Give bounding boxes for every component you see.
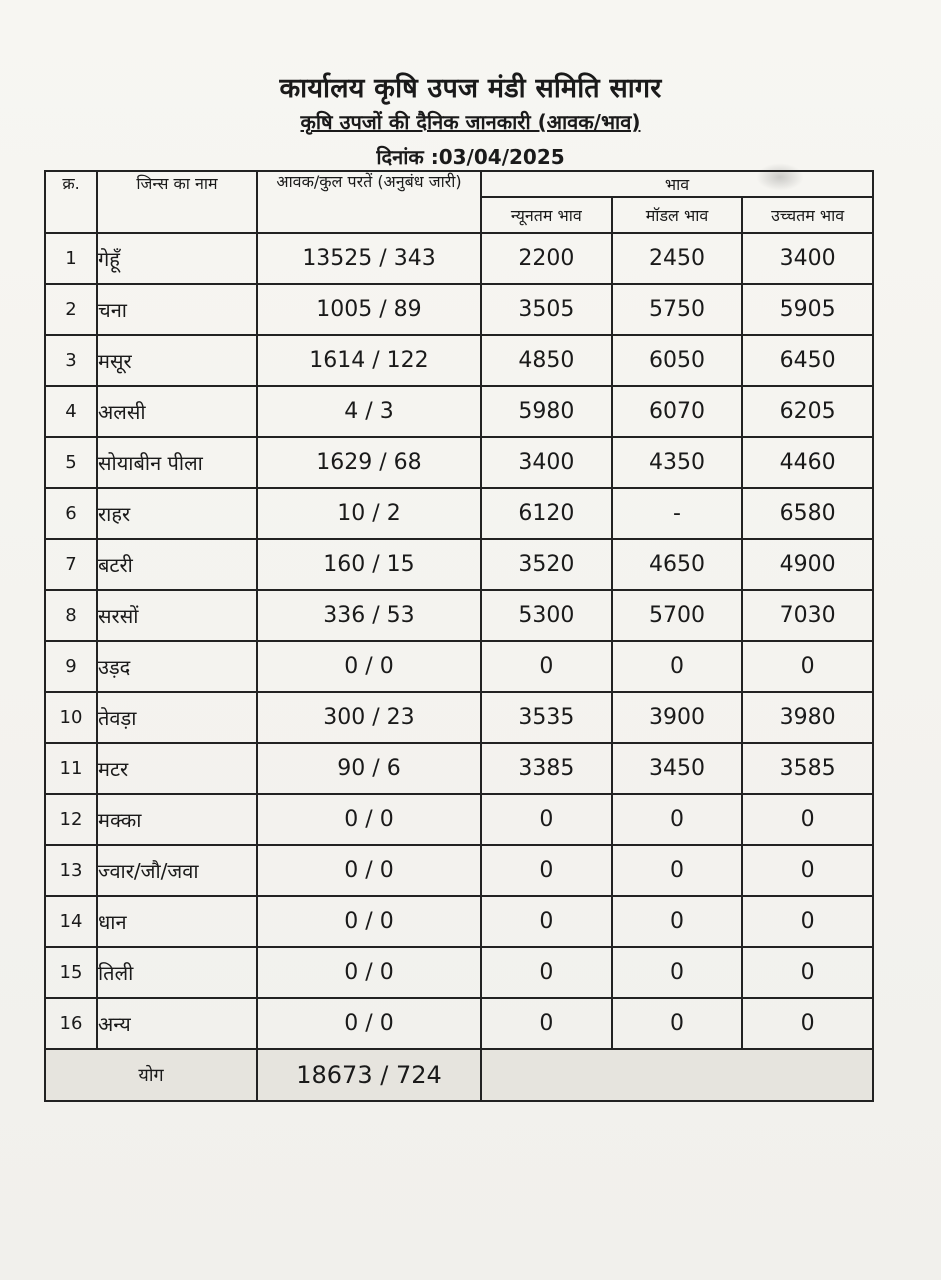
report-subtitle: कृषि उपजों की दैनिक जानकारी (आवक/भाव) bbox=[300, 110, 641, 134]
total-label: योग bbox=[45, 1049, 257, 1101]
row-commodity: तेवड़ा bbox=[97, 692, 257, 743]
row-sn: 9 bbox=[45, 641, 97, 692]
row-arrival: 160 / 15 bbox=[257, 539, 481, 590]
table-row bbox=[45, 488, 873, 539]
row-arrival: 0 / 0 bbox=[257, 998, 481, 1049]
row-sn: 14 bbox=[45, 896, 97, 947]
row-arrival: 300 / 23 bbox=[257, 692, 481, 743]
row-sn: 16 bbox=[45, 998, 97, 1049]
row-arrival: 0 / 0 bbox=[257, 845, 481, 896]
row-commodity: ज्वार/जौ/जवा bbox=[97, 845, 257, 896]
row-model-price: 0 bbox=[612, 947, 743, 998]
row-sn: 8 bbox=[45, 590, 97, 641]
row-min-price: 0 bbox=[481, 998, 612, 1049]
row-max-price: 6205 bbox=[742, 386, 873, 437]
row-arrival: 336 / 53 bbox=[257, 590, 481, 641]
report-date: दिनांक :03/04/2025 bbox=[376, 145, 565, 169]
row-max-price: 6580 bbox=[742, 488, 873, 539]
table-row bbox=[45, 845, 873, 896]
table-row bbox=[45, 335, 873, 386]
row-commodity: मसूर bbox=[97, 335, 257, 386]
header-sn: क्र. bbox=[45, 171, 97, 233]
row-min-price: 0 bbox=[481, 641, 612, 692]
row-model-price: 0 bbox=[612, 998, 743, 1049]
row-max-price: 3400 bbox=[742, 233, 873, 284]
table-row bbox=[45, 896, 873, 947]
row-max-price: 3585 bbox=[742, 743, 873, 794]
row-max-price: 0 bbox=[742, 998, 873, 1049]
row-max-price: 6450 bbox=[742, 335, 873, 386]
header-min-price: न्यूनतम भाव bbox=[481, 197, 612, 233]
total-blank bbox=[481, 1049, 873, 1101]
row-min-price: 3535 bbox=[481, 692, 612, 743]
row-commodity: सोयाबीन पीला bbox=[97, 437, 257, 488]
price-table bbox=[44, 170, 874, 1102]
row-arrival: 1614 / 122 bbox=[257, 335, 481, 386]
row-model-price: 6050 bbox=[612, 335, 743, 386]
row-sn: 4 bbox=[45, 386, 97, 437]
row-max-price: 0 bbox=[742, 947, 873, 998]
row-model-price: - bbox=[612, 488, 743, 539]
office-title: कार्यालय कृषि उपज मंडी समिति सागर bbox=[279, 73, 662, 104]
row-model-price: 0 bbox=[612, 641, 743, 692]
row-arrival: 1005 / 89 bbox=[257, 284, 481, 335]
row-min-price: 3520 bbox=[481, 539, 612, 590]
row-max-price: 0 bbox=[742, 845, 873, 896]
row-commodity: तिली bbox=[97, 947, 257, 998]
row-min-price: 3400 bbox=[481, 437, 612, 488]
table-row bbox=[45, 743, 873, 794]
row-commodity: उड़द bbox=[97, 641, 257, 692]
header-arrival: आवक/कुल परतें (अनुबंध जारी) bbox=[257, 171, 481, 233]
row-sn: 7 bbox=[45, 539, 97, 590]
header-max-price: उच्चतम भाव bbox=[742, 197, 873, 233]
row-arrival: 0 / 0 bbox=[257, 794, 481, 845]
row-sn: 12 bbox=[45, 794, 97, 845]
table-row bbox=[45, 794, 873, 845]
total-arrival: 18673 / 724 bbox=[257, 1049, 481, 1101]
row-arrival: 13525 / 343 bbox=[257, 233, 481, 284]
table-row bbox=[45, 437, 873, 488]
row-model-price: 5700 bbox=[612, 590, 743, 641]
row-min-price: 5300 bbox=[481, 590, 612, 641]
row-max-price: 4460 bbox=[742, 437, 873, 488]
row-commodity: अन्य bbox=[97, 998, 257, 1049]
row-arrival: 10 / 2 bbox=[257, 488, 481, 539]
row-sn: 6 bbox=[45, 488, 97, 539]
header-commodity: जिन्स का नाम bbox=[97, 171, 257, 233]
row-arrival: 0 / 0 bbox=[257, 641, 481, 692]
table-row bbox=[45, 590, 873, 641]
row-commodity: चना bbox=[97, 284, 257, 335]
table-row bbox=[45, 998, 873, 1049]
table-row bbox=[45, 233, 873, 284]
row-arrival: 0 / 0 bbox=[257, 896, 481, 947]
row-sn: 11 bbox=[45, 743, 97, 794]
row-min-price: 3385 bbox=[481, 743, 612, 794]
row-min-price: 4850 bbox=[481, 335, 612, 386]
row-model-price: 3450 bbox=[612, 743, 743, 794]
row-model-price: 3900 bbox=[612, 692, 743, 743]
table-row bbox=[45, 692, 873, 743]
table-row bbox=[45, 386, 873, 437]
row-sn: 15 bbox=[45, 947, 97, 998]
row-max-price: 3980 bbox=[742, 692, 873, 743]
header-model-price: मॉडल भाव bbox=[612, 197, 743, 233]
row-max-price: 7030 bbox=[742, 590, 873, 641]
row-min-price: 3505 bbox=[481, 284, 612, 335]
row-min-price: 0 bbox=[481, 947, 612, 998]
row-model-price: 0 bbox=[612, 845, 743, 896]
row-min-price: 2200 bbox=[481, 233, 612, 284]
row-sn: 5 bbox=[45, 437, 97, 488]
row-model-price: 4650 bbox=[612, 539, 743, 590]
row-sn: 2 bbox=[45, 284, 97, 335]
row-commodity: बटरी bbox=[97, 539, 257, 590]
row-sn: 1 bbox=[45, 233, 97, 284]
row-max-price: 0 bbox=[742, 896, 873, 947]
row-commodity: अलसी bbox=[97, 386, 257, 437]
row-max-price: 5905 bbox=[742, 284, 873, 335]
row-model-price: 0 bbox=[612, 794, 743, 845]
row-arrival: 1629 / 68 bbox=[257, 437, 481, 488]
row-model-price: 0 bbox=[612, 896, 743, 947]
row-commodity: सरसों bbox=[97, 590, 257, 641]
row-min-price: 0 bbox=[481, 896, 612, 947]
row-model-price: 2450 bbox=[612, 233, 743, 284]
row-min-price: 0 bbox=[481, 794, 612, 845]
table-row bbox=[45, 284, 873, 335]
row-min-price: 6120 bbox=[481, 488, 612, 539]
row-arrival: 0 / 0 bbox=[257, 947, 481, 998]
table-row bbox=[45, 641, 873, 692]
table-row bbox=[45, 539, 873, 590]
row-sn: 10 bbox=[45, 692, 97, 743]
row-commodity: मटर bbox=[97, 743, 257, 794]
row-commodity: धान bbox=[97, 896, 257, 947]
table-row bbox=[45, 947, 873, 998]
row-min-price: 0 bbox=[481, 845, 612, 896]
header-price-group: भाव bbox=[481, 171, 873, 197]
row-arrival: 90 / 6 bbox=[257, 743, 481, 794]
row-model-price: 6070 bbox=[612, 386, 743, 437]
row-commodity: मक्का bbox=[97, 794, 257, 845]
row-commodity: गेहूँ bbox=[97, 233, 257, 284]
row-sn: 13 bbox=[45, 845, 97, 896]
row-arrival: 4 / 3 bbox=[257, 386, 481, 437]
row-min-price: 5980 bbox=[481, 386, 612, 437]
total-row bbox=[45, 1049, 873, 1101]
row-max-price: 4900 bbox=[742, 539, 873, 590]
row-max-price: 0 bbox=[742, 641, 873, 692]
row-model-price: 5750 bbox=[612, 284, 743, 335]
row-model-price: 4350 bbox=[612, 437, 743, 488]
row-max-price: 0 bbox=[742, 794, 873, 845]
row-sn: 3 bbox=[45, 335, 97, 386]
row-commodity: राहर bbox=[97, 488, 257, 539]
